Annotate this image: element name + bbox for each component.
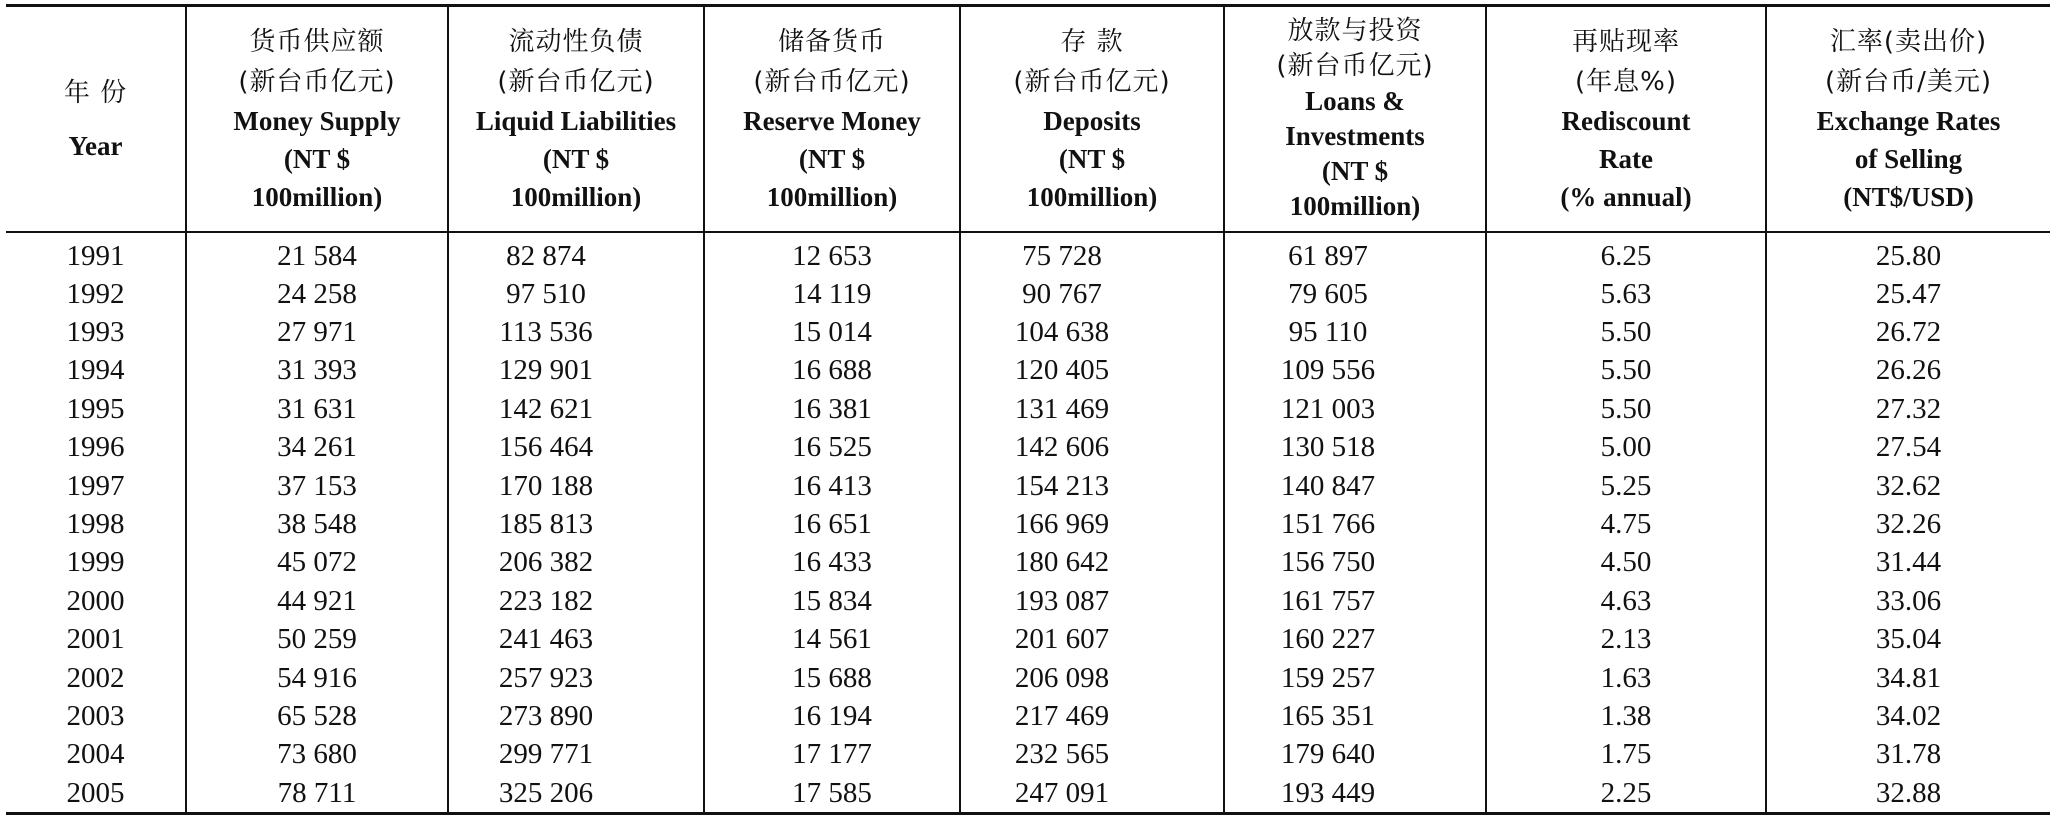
cell-deposits: 193 087 (960, 582, 1224, 620)
header-label-en: Rate (1599, 143, 1653, 174)
cell-reserve-money: 15 014 (704, 313, 960, 351)
header-label-en: 100million) (1289, 190, 1421, 221)
cell-deposits: 217 469 (960, 697, 1224, 735)
header-label-en: (NT $ (1321, 155, 1389, 186)
header-exchange-rate (1766, 6, 2050, 232)
cell-exchange-rate: 33.06 (1766, 582, 2050, 620)
cell-liquid-liabilities: 156 464 (448, 428, 704, 466)
header-label-en: 100million) (510, 181, 642, 212)
cell-reserve-money: 15 688 (704, 658, 960, 696)
table-row (6, 620, 2050, 658)
cell-money-supply: 27 971 (186, 313, 448, 351)
cell-loans-investments: 121 003 (1224, 390, 1486, 428)
cell-reserve-money: 14 561 (704, 620, 960, 658)
cell-money-supply: 34 261 (186, 428, 448, 466)
cell-rediscount-rate: 4.75 (1486, 505, 1766, 543)
header-label-en: Liquid Liabilities (475, 105, 677, 136)
cell-exchange-rate: 34.81 (1766, 658, 2050, 696)
cell-liquid-liabilities: 142 621 (448, 390, 704, 428)
table-row (6, 658, 2050, 696)
table-row (6, 313, 2050, 351)
cell-exchange-rate: 35.04 (1766, 620, 2050, 658)
header-label-zh: (新台币亿元) (1276, 50, 1434, 81)
cell-rediscount-rate: 5.50 (1486, 313, 1766, 351)
cell-rediscount-rate: 6.25 (1486, 232, 1766, 275)
cell-liquid-liabilities: 257 923 (448, 658, 704, 696)
header-loans-investments (1224, 6, 1486, 232)
cell-exchange-rate: 31.44 (1766, 543, 2050, 581)
header-label-zh: 存 款 (1060, 26, 1124, 57)
table-row (6, 351, 2050, 389)
cell-loans-investments: 151 766 (1224, 505, 1486, 543)
cell-exchange-rate: 32.88 (1766, 774, 2050, 814)
header-reserve-money (704, 6, 960, 232)
cell-rediscount-rate: 5.50 (1486, 390, 1766, 428)
cell-exchange-rate: 27.32 (1766, 390, 2050, 428)
header-label-zh: 再贴现率 (1571, 26, 1680, 57)
cell-year: 2000 (66, 584, 125, 617)
cell-year: 1994 (66, 354, 125, 387)
header-label-en: Money Supply (233, 105, 401, 136)
cell-deposits: 75 728 (960, 232, 1224, 275)
cell-reserve-money: 16 413 (704, 466, 960, 504)
cell-loans-investments: 95 110 (1224, 313, 1486, 351)
table-row (6, 582, 2050, 620)
cell-reserve-money: 17 585 (704, 774, 960, 814)
cell-rediscount-rate: 5.00 (1486, 428, 1766, 466)
cell-liquid-liabilities: 299 771 (448, 735, 704, 773)
header-liquid-liabilities (448, 6, 704, 232)
header-label-zh: (新台币亿元) (753, 66, 911, 97)
cell-reserve-money: 16 194 (704, 697, 960, 735)
header-label-en: (NT$/USD) (1843, 181, 1974, 212)
header-label-zh: (年息%) (1575, 66, 1677, 97)
header-row (6, 6, 2050, 232)
cell-money-supply: 31 631 (186, 390, 448, 428)
header-label-en: (NT $ (283, 143, 351, 174)
header-year (6, 6, 186, 232)
cell-rediscount-rate: 5.63 (1486, 275, 1766, 313)
table-header (6, 6, 2050, 232)
header-label-en: Reserve Money (743, 105, 921, 136)
header-label-en: Investments (1285, 120, 1425, 151)
cell-year: 2005 (6, 774, 186, 814)
cell-year: 1999 (66, 546, 125, 579)
header-label-zh: 放款与投资 (1287, 15, 1423, 46)
cell-year: 1992 (66, 277, 125, 310)
cell-loans-investments: 109 556 (1224, 351, 1486, 389)
header-label-en: (NT $ (798, 143, 866, 174)
header-rediscount-rate (1486, 6, 1766, 232)
cell-deposits: 232 565 (960, 735, 1224, 773)
cell-rediscount-rate: 5.50 (1486, 351, 1766, 389)
cell-liquid-liabilities: 170 188 (448, 466, 704, 504)
header-deposits (960, 6, 1224, 232)
cell-deposits: 104 638 (960, 313, 1224, 351)
cell-loans-investments: 160 227 (1224, 620, 1486, 658)
header-label-zh: (新台币/美元) (1824, 66, 1993, 97)
cell-money-supply: 78 711 (186, 774, 448, 814)
cell-liquid-liabilities: 129 901 (448, 351, 704, 389)
header-label-en: (NT $ (542, 143, 610, 174)
cell-money-supply: 38 548 (186, 505, 448, 543)
cell-deposits: 201 607 (960, 620, 1224, 658)
cell-money-supply: 31 393 (186, 351, 448, 389)
cell-year: 1996 (66, 431, 125, 464)
cell-loans-investments: 156 750 (1224, 543, 1486, 581)
cell-liquid-liabilities: 82 874 (448, 232, 704, 275)
header-label-en: Deposits (1043, 105, 1141, 136)
header-label-zh: 年 份 (63, 77, 128, 108)
cell-loans-investments: 179 640 (1224, 735, 1486, 773)
cell-reserve-money: 12 653 (704, 232, 960, 275)
cell-loans-investments: 79 605 (1224, 275, 1486, 313)
header-label-zh: 货币供应额 (249, 26, 385, 57)
table-row (6, 697, 2050, 735)
cell-rediscount-rate: 5.25 (1486, 466, 1766, 504)
cell-loans-investments: 193 449 (1224, 774, 1486, 814)
cell-deposits: 131 469 (960, 390, 1224, 428)
cell-exchange-rate: 26.72 (1766, 313, 2050, 351)
cell-reserve-money: 16 688 (704, 351, 960, 389)
cell-money-supply: 37 153 (186, 466, 448, 504)
cell-reserve-money: 14 119 (704, 275, 960, 313)
cell-liquid-liabilities: 206 382 (448, 543, 704, 581)
header-label-en: Loans & (1305, 85, 1405, 116)
table-row (6, 735, 2050, 773)
header-label-zh: 储备货币 (777, 26, 886, 57)
cell-year: 2003 (66, 699, 125, 732)
cell-reserve-money: 17 177 (704, 735, 960, 773)
cell-deposits: 142 606 (960, 428, 1224, 466)
cell-deposits: 90 767 (960, 275, 1224, 313)
header-label-en: (NT $ (1058, 143, 1126, 174)
cell-money-supply: 44 921 (186, 582, 448, 620)
table-row (6, 466, 2050, 504)
header-label-en: 100million) (766, 181, 898, 212)
cell-deposits: 154 213 (960, 466, 1224, 504)
cell-money-supply: 24 258 (186, 275, 448, 313)
cell-liquid-liabilities: 241 463 (448, 620, 704, 658)
header-label-en: 100million) (251, 181, 383, 212)
header-label-zh: (新台币亿元) (497, 66, 655, 97)
cell-exchange-rate: 31.78 (1766, 735, 2050, 773)
cell-year: 2004 (66, 738, 125, 771)
header-label-en: Year (68, 130, 123, 161)
cell-loans-investments: 130 518 (1224, 428, 1486, 466)
table-row (6, 428, 2050, 466)
cell-liquid-liabilities: 273 890 (448, 697, 704, 735)
cell-rediscount-rate: 1.63 (1486, 658, 1766, 696)
financial-statistics-table (6, 4, 2050, 815)
cell-exchange-rate: 32.62 (1766, 466, 2050, 504)
cell-loans-investments: 61 897 (1224, 232, 1486, 275)
cell-exchange-rate: 25.47 (1766, 275, 2050, 313)
cell-rediscount-rate: 4.50 (1486, 543, 1766, 581)
cell-year: 1993 (66, 316, 125, 349)
cell-loans-investments: 140 847 (1224, 466, 1486, 504)
table-row (6, 275, 2050, 313)
cell-money-supply: 45 072 (186, 543, 448, 581)
cell-deposits: 180 642 (960, 543, 1224, 581)
cell-year: 1991 (66, 239, 125, 272)
cell-exchange-rate: 26.26 (1766, 351, 2050, 389)
header-label-en: (% annual) (1560, 181, 1692, 212)
cell-reserve-money: 16 381 (704, 390, 960, 428)
table-row (6, 390, 2050, 428)
header-label-en: Exchange Rates (1816, 105, 2001, 136)
table-row (6, 774, 2050, 814)
table-row (6, 543, 2050, 581)
cell-reserve-money: 15 834 (704, 582, 960, 620)
cell-rediscount-rate: 1.75 (1486, 735, 1766, 773)
cell-year: 1997 (66, 469, 125, 502)
cell-deposits: 120 405 (960, 351, 1224, 389)
cell-exchange-rate: 32.26 (1766, 505, 2050, 543)
cell-money-supply: 21 584 (186, 232, 448, 275)
header-label-zh: (新台币亿元) (1013, 66, 1171, 97)
cell-rediscount-rate: 1.38 (1486, 697, 1766, 735)
cell-liquid-liabilities: 113 536 (448, 313, 704, 351)
cell-liquid-liabilities: 223 182 (448, 582, 704, 620)
cell-exchange-rate: 34.02 (1766, 697, 2050, 735)
cell-loans-investments: 165 351 (1224, 697, 1486, 735)
header-label-zh: 汇率(卖出价) (1829, 26, 1988, 57)
cell-year: 2001 (66, 623, 125, 656)
cell-year: 1995 (66, 392, 125, 425)
cell-rediscount-rate: 2.25 (1486, 774, 1766, 814)
cell-money-supply: 54 916 (186, 658, 448, 696)
cell-deposits: 166 969 (960, 505, 1224, 543)
cell-money-supply: 50 259 (186, 620, 448, 658)
cell-reserve-money: 16 525 (704, 428, 960, 466)
cell-reserve-money: 16 433 (704, 543, 960, 581)
table-row (6, 505, 2050, 543)
header-label-en: Rediscount (1561, 105, 1691, 136)
cell-liquid-liabilities: 97 510 (448, 275, 704, 313)
cell-liquid-liabilities: 325 206 (448, 774, 704, 814)
cell-deposits: 206 098 (960, 658, 1224, 696)
cell-loans-investments: 161 757 (1224, 582, 1486, 620)
cell-money-supply: 65 528 (186, 697, 448, 735)
cell-rediscount-rate: 2.13 (1486, 620, 1766, 658)
cell-exchange-rate: 25.80 (1766, 232, 2050, 275)
header-money-supply (186, 6, 448, 232)
table-body (6, 232, 2050, 814)
cell-year: 2002 (66, 661, 125, 694)
cell-loans-investments: 159 257 (1224, 658, 1486, 696)
cell-exchange-rate: 27.54 (1766, 428, 2050, 466)
header-label-en: 100million) (1026, 181, 1158, 212)
cell-deposits: 247 091 (960, 774, 1224, 814)
cell-reserve-money: 16 651 (704, 505, 960, 543)
table-row (6, 232, 2050, 275)
header-label-zh: (新台币亿元) (238, 66, 396, 97)
cell-year: 1998 (66, 508, 125, 541)
header-label-zh: 流动性负债 (508, 26, 644, 57)
header-label-en: of Selling (1854, 143, 1963, 174)
cell-liquid-liabilities: 185 813 (448, 505, 704, 543)
cell-money-supply: 73 680 (186, 735, 448, 773)
cell-rediscount-rate: 4.63 (1486, 582, 1766, 620)
